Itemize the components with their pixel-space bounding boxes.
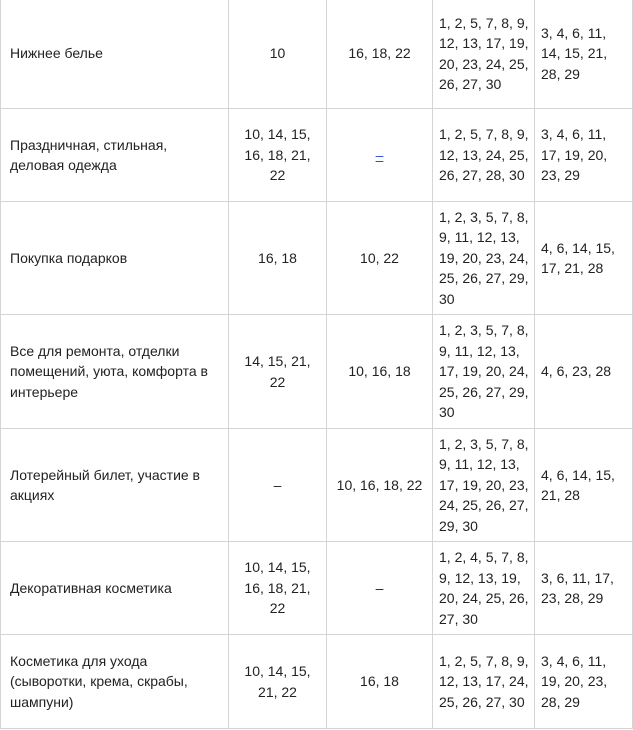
dates-cell: 1, 2, 3, 5, 7, 8, 9, 11, 12, 13, 17, 19, 20, 23, 24, 25, 26, 27, 29, 30	[433, 429, 535, 542]
dash-link[interactable]: –	[375, 146, 384, 163]
value-cell: 16, 18	[327, 635, 433, 729]
dates-cell: 4, 6, 23, 28	[535, 315, 633, 429]
dates-cell: 3, 4, 6, 11, 14, 15, 21, 28, 29	[535, 0, 633, 109]
value-cell: 10, 22	[327, 202, 433, 315]
table-row	[1, 315, 633, 429]
category-cell: Декоративная косметика	[1, 542, 229, 635]
value-cell: 16, 18	[229, 202, 327, 315]
dates-cell: 1, 2, 5, 7, 8, 9, 12, 13, 17, 24, 25, 26, 27, 30	[433, 635, 535, 729]
table-row	[1, 635, 633, 729]
dates-cell: 3, 4, 6, 11, 19, 20, 23, 28, 29	[535, 635, 633, 729]
category-cell: Все для ремонта, отделки помещений, уюта, комфорта в интерьере	[1, 315, 229, 429]
value-cell: 10, 14, 15, 21, 22	[229, 635, 327, 729]
category-cell: Лотерейный билет, участие в акциях	[1, 429, 229, 542]
category-cell: Косметика для ухода (сыворотки, крема, скрабы, шампуни)	[1, 635, 229, 729]
category-cell: Праздничная, стильная, деловая одежда	[1, 109, 229, 202]
value-cell: –	[327, 542, 433, 635]
dates-cell: 4, 6, 14, 15, 17, 21, 28	[535, 202, 633, 315]
table-row	[1, 202, 633, 315]
dates-cell: 1, 2, 4, 5, 7, 8, 9, 12, 13, 19, 20, 24, 25, 26, 27, 30	[433, 542, 535, 635]
value-cell: 16, 18, 22	[327, 0, 433, 109]
dates-cell: 3, 4, 6, 11, 17, 19, 20, 23, 29	[535, 109, 633, 202]
value-cell: 10	[229, 0, 327, 109]
category-cell: Покупка подарков	[1, 202, 229, 315]
value-cell: 10, 16, 18	[327, 315, 433, 429]
value-cell: 14, 15, 21, 22	[229, 315, 327, 429]
table-row	[1, 0, 633, 109]
table-row	[1, 542, 633, 635]
value-cell: 10, 14, 15, 16, 18, 21, 22	[229, 109, 327, 202]
value-cell: 10, 14, 15, 16, 18, 21, 22	[229, 542, 327, 635]
category-cell: Нижнее белье	[1, 0, 229, 109]
value-cell: –	[229, 429, 327, 542]
table-row	[1, 109, 633, 202]
dates-cell: 1, 2, 3, 5, 7, 8, 9, 11, 12, 13, 17, 19, 20, 24, 25, 26, 27, 29, 30	[433, 315, 535, 429]
dates-cell: 1, 2, 3, 5, 7, 8, 9, 11, 12, 13, 19, 20, 23, 24, 25, 26, 27, 29, 30	[433, 202, 535, 315]
dates-cell: 4, 6, 14, 15, 21, 28	[535, 429, 633, 542]
value-cell	[327, 109, 433, 202]
dates-cell: 3, 6, 11, 17, 23, 28, 29	[535, 542, 633, 635]
dates-cell: 1, 2, 5, 7, 8, 9, 12, 13, 24, 25, 26, 27, 28, 30	[433, 109, 535, 202]
dates-cell: 1, 2, 5, 7, 8, 9, 12, 13, 17, 19, 20, 23, 24, 25, 26, 27, 30	[433, 0, 535, 109]
table-row	[1, 429, 633, 542]
value-cell: 10, 16, 18, 22	[327, 429, 433, 542]
